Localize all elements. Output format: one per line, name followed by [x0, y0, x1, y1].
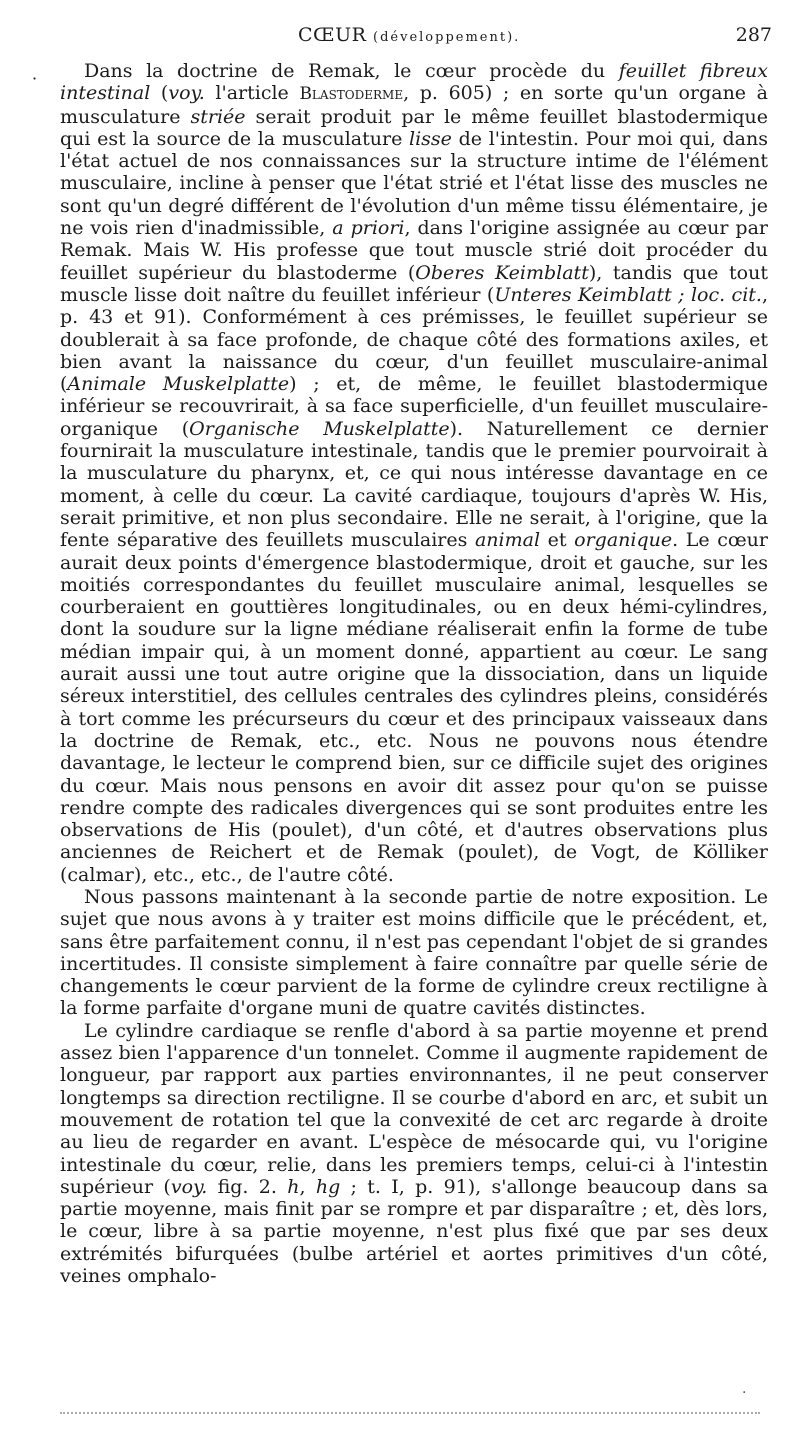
italic-run: organique: [574, 529, 673, 552]
text-run: et: [540, 529, 575, 552]
margin-bullet: ·: [32, 69, 38, 88]
text-run: de l'intestin. Pour moi qui, dans l'état actuel de nos connaissances sur la structure intime de l'élément musculaire, incline à penser que l'état strié et l'état lisse des muscles ne sont qu'un degré différent de l'évolution d'un même tissu élémentaire, je ne vois rien d'inadmissible,: [60, 127, 768, 240]
running-head: [58, 24, 772, 54]
italic-run: Unteres Keimblatt ; loc. cit.: [494, 283, 762, 306]
text-run: , p. 43 et 91). Conformément à ces prémisses, le feuillet supérieur se doublerait à sa face profonde, de chaque côté des formations axiles, et bien avant la naissance du cœur, d'un feuillet musculaire-animal (: [60, 283, 768, 396]
text-run: l'article: [204, 82, 300, 105]
body-text: [60, 60, 768, 1287]
text-run: ; t. I, p. 91), s'allonge beaucoup dans sa partie moyenne, mais finit par se rompre et par disparaître ; et, dès lors, le cœur, libre à sa partie moyenne, n'est plus fixé que par ses deux extrémités bifurquées (bulbe artériel et aortes primitives d'un côté, veines omphalo-: [60, 1175, 768, 1288]
smallcaps-run: Blastoderme: [299, 84, 404, 105]
italic-run: animal: [474, 529, 541, 552]
italic-run: Organische Muskelplatte: [189, 417, 450, 440]
italic-run: a priori: [332, 217, 405, 240]
italic-run: feuillet fibreux intestinal: [60, 60, 769, 105]
text-run: fig. 2.: [207, 1175, 288, 1198]
italic-run: voy.: [170, 1175, 208, 1198]
text-run: Nous passons maintenant à la seconde partie de notre exposition. Le sujet que nous avons à y traiter est moins difficile que le précédent, et, sans être parfaitement connu, il n'est pas cependant l'objet de si grandes incertitudes. Il consiste simplement à faire connaître par quelle série de changements le cœur parvient de la forme de cylindre creux rectiligne à la forme parfaite d'organe muni de quatre cavités distinctes.: [60, 885, 768, 1020]
text-run: ), tandis que tout muscle lisse doit naître du feuillet inférieur (: [60, 261, 768, 306]
paragraph-remak-doctrine: [60, 60, 768, 886]
running-title-main: CŒUR: [298, 24, 367, 46]
text-run: (: [150, 82, 169, 105]
italic-run: Oberes Keimblatt: [415, 261, 589, 284]
running-title-sub: (développement).: [373, 30, 521, 45]
italic-run: h: [287, 1175, 300, 1198]
text-run: ,: [299, 1175, 316, 1198]
footer-rule: [60, 1412, 760, 1414]
text-run: Le cylindre cardiaque se renfle d'abord à sa partie moyenne et prend assez bien l'apparence d'un tonnelet. Comme il augmente rapidement de longueur, par rapport aux parties environnantes, il ne peut conserver longtemps sa direction rectiligne. Il se courbe d'abord en arc, et subit un mouvement de rotation tel que la convexité de cet arc regarde à droite au lieu de regarder en avant. L'espèce de mésocarde qui, vu l'origine intestinale du cœur, relie, dans les premiers temps, celui-ci à l'intestin supérieur (: [60, 1019, 768, 1198]
text-run: serait produit par le même feuillet blastodermique qui est la source de la musculature: [60, 105, 768, 150]
italic-run: Animale Muskelplatte: [67, 373, 290, 396]
italic-run: striée: [190, 105, 246, 128]
page-number: 287: [735, 24, 772, 46]
paragraph-second-part: [60, 886, 768, 1020]
italic-run: lisse: [409, 127, 452, 150]
text-run: , p. 605) ; en sorte qu'un organe à musculature: [60, 82, 769, 128]
text-run: ) ; et, de même, le feuillet blastodermique inférieur se recouvrirait, à sa face superficielle, d'un feuillet musculaire-organique (: [60, 373, 768, 440]
text-run: Dans la doctrine de Remak, le cœur procède du: [84, 60, 619, 82]
italic-run: hg: [315, 1175, 341, 1198]
text-run: . Le cœur aurait deux points d'émergence blastodermique, droit et gauche, sur les moitiés correspondantes du feuillet musculaire animal, lesquelles se courberaient en gouttières longitudinales, ou en deux hémi-cylindres, dont la soudure sur la ligne médiane réaliserait enfin la forme de tube médian impair qui, à un moment donné, appartient au cœur. Le sang aurait aussi une tout autre origine que la dissociation, dans un liquide séreux interstitiel, des cellules centrales des cylindres pleins, considérés à tort comme les précurseurs du cœur et des principaux vaisseaux dans la doctrine de Remak, etc., etc. Nous ne pouvons nous étendre davantage, le lecteur le comprend bien, sur ce difficile sujet des origines du cœur. Mais nous pensons en avoir dit assez pour qu'on se puisse rendre compte des radicales divergences qui se sont produites entre les observations de His (poulet), d'un côté, et d'autres observations plus anciennes de Reichert et de Remak (poulet), de Vogt, de Kölliker (calmar), etc., etc., de l'autre côté.: [60, 529, 768, 886]
text-run: ). Naturellement ce dernier fournirait la musculature intestinale, tandis que le premier pourvoirait à la musculature du pharynx, et, ce qui nous intéresse davantage en ce moment, à celle du cœur. La cavité cardiaque, toujours d'après W. His, serait primitive, et non plus secondaire. Elle ne serait, à l'origine, que la fente séparative des feuillets musculaires: [60, 417, 768, 552]
paragraph-cardiac-cylinder: [60, 1020, 768, 1288]
running-title: [298, 24, 520, 46]
text-run: , dans l'origine assignée au cœur par Remak. Mais W. His professe que tout muscle strié doit procéder du feuillet supérieur du blastoderme (: [60, 217, 768, 284]
margin-dot: ·: [742, 1385, 747, 1401]
italic-run: voy.: [168, 82, 205, 105]
